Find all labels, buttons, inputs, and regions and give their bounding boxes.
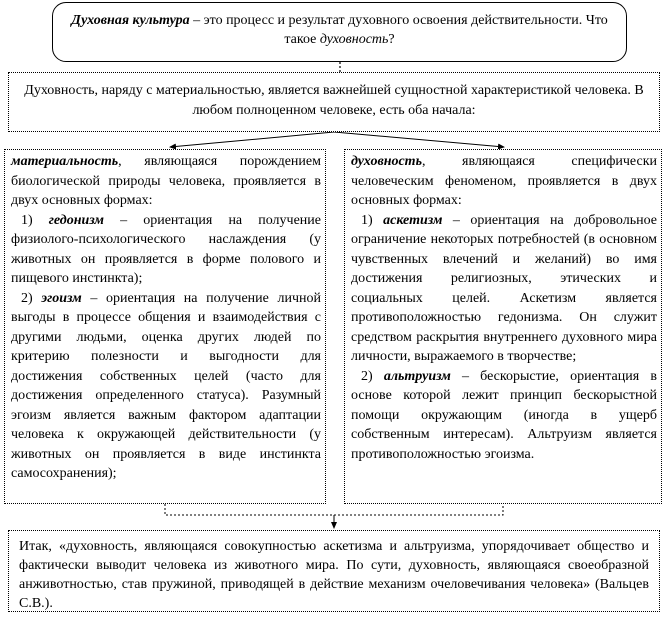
spirituality-term: духовность bbox=[351, 154, 422, 169]
title-question-term: духовность bbox=[319, 32, 389, 47]
hedonism-text: – ориентация на получение физиолого-психологического наслаждения (у животных он проявляется в форме полового и пищевого инстинкта); bbox=[11, 212, 321, 286]
arrow-to-left-box bbox=[170, 132, 334, 147]
hedonism-term: гедонизм bbox=[48, 212, 105, 228]
intro-box bbox=[8, 72, 660, 132]
conclusion-text: Итак, «духовность, являющаяся совокупностью аскетизма и альтруизма, упорядочивает общество и фактически выводит человека из животного мира. По сути, духовность, являющаяся своеобразной анживотностью, став пружиной, приводящей в действие механизм очеловечивания человека» (Вальцев С.В.). bbox=[19, 539, 649, 611]
materiality-box bbox=[4, 149, 326, 504]
egoism-text: – ориентация на получение личной выгоды в процессе общения и взаимодействия с другими людьми, оценка других людей по критерию полезности и выгодности для достижения собственных целей (часто для достижения определенного статуса). Разумный эгоизм является важным фактором адаптации человека к окружающей действительности (у животных он проявляется в виде инстинкта самосохранения); bbox=[11, 290, 321, 481]
title-text: – это процесс и результат духовного освоения действительности. Что такое bbox=[189, 13, 608, 47]
egoism-term: эгоизм bbox=[41, 290, 82, 306]
definition-box bbox=[52, 2, 627, 62]
asceticism-item bbox=[351, 211, 657, 367]
asceticism-number: 1) bbox=[361, 212, 384, 228]
altruism-term: альтруизм bbox=[383, 368, 451, 384]
title-question-mark: ? bbox=[388, 32, 395, 47]
asceticism-term: аскетизм bbox=[383, 212, 443, 228]
hedonism-item bbox=[11, 211, 321, 289]
altruism-text: – бескорыстие, ориентация в основе которой лежит принцип бескорыстной помощи окружающим (иногда в ущерб собственным интересам). Альтруизм является противоположностью эгоизма. bbox=[351, 368, 657, 462]
hedonism-number: 1) bbox=[21, 212, 49, 228]
egoism-number: 2) bbox=[21, 290, 42, 306]
spirituality-lead-text: , являющаяся специфически человеческим феноменом, проявляется в двух основных формах: bbox=[351, 154, 657, 208]
altruism-item bbox=[351, 367, 657, 465]
intro-text: Духовность, наряду с материальностью, является важнейшей сущностной характеристикой человека. В любом полноценном человеке, есть оба начала: bbox=[24, 83, 644, 118]
arrow-to-right-box bbox=[334, 132, 504, 147]
materiality-term: материальность bbox=[11, 154, 119, 169]
connector-boxes-conclusion bbox=[165, 504, 503, 515]
spirituality-lead bbox=[351, 152, 657, 211]
materiality-lead-text: , являющаяся порождением биологической природы человека, проявляется в двух основных формах: bbox=[11, 154, 321, 208]
spirituality-box bbox=[344, 149, 662, 504]
title-term: Духовная культура bbox=[71, 13, 190, 28]
altruism-number: 2) bbox=[361, 368, 384, 384]
conclusion-box bbox=[8, 530, 660, 612]
egoism-item bbox=[11, 289, 321, 484]
materiality-lead bbox=[11, 152, 321, 211]
asceticism-text: – ориентация на добровольное ограничение некоторых потребностей (в основном чувственных влечений и желаний) во имя достижения религиозных, этических и социальных целей. Аскетизм является противоположностью гедонизма. Он служит средством раскрытия внутреннего духовного мира личности, выражаемого в творчестве; bbox=[351, 212, 657, 364]
